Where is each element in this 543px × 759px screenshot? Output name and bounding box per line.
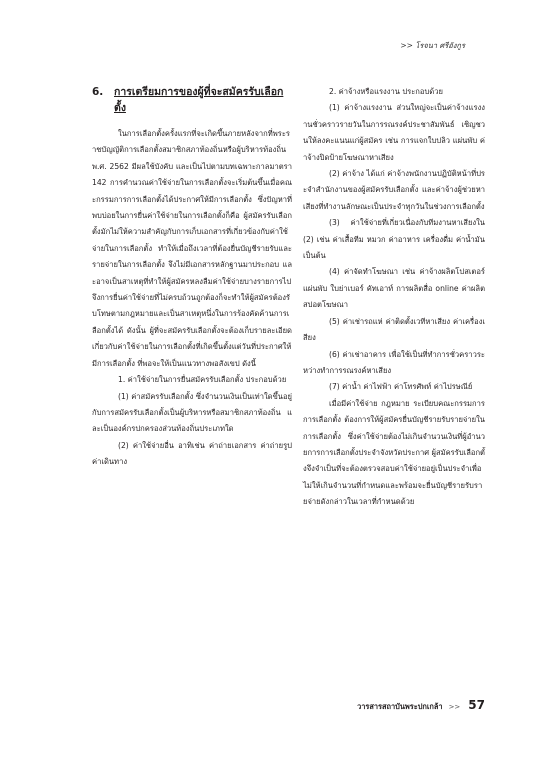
running-header-author: >> โรจนา ศรีอังกูร — [400, 41, 465, 50]
right-column — [303, 84, 485, 511]
section-heading — [92, 84, 292, 116]
paragraph-item-2-4: (4) ค่าจัดทำโฆษณา เช่น ค่าจ้างผลิตโปสเตอร์ แผ่นพับ ใบย่าเบอร์ คัทเอาท์ การผลิตสื่อ online ค่าผลิตสปอตโฆษณา — [303, 267, 485, 310]
paragraph-conclusion: เมื่อมีค่าใช้จ่าย กฎหมาย ระเบียบคณะกรรมการการเลือกตั้ง ต้องการให้ผู้สมัครยื่นบัญชีรายรับรายจ่ายในการเลือกตั้ง ซึ่งค่าใช้จ่ายต้องไม่เกินจำนวนเงินที่ผู้อำนวยการการเลือกตั้งประจำจังหวัดประกาศ ผู้สมัครรับเลือกตั้งจึงจำเป็นที่จะต้องตรวจสอบค่าใช้จ่ายอยู่เป็นประจำเพื่อไม่ให้เกินจำนวนที่กำหนดและพร้อมจะยื่นบัญชีรายรับรายจ่ายดังกล่าวในเวลาที่กำหนดด้วย — [303, 398, 485, 507]
paragraph-item-2-1: (1) ค่าจ้างแรงงาน ส่วนใหญ่จะเป็นค่าจ้างแรงงานชั่วคราวรายวันในการรณรงค์ประชาสัมพันธ์ เชิญชวนให้ลงคะแนนแก่ผู้สมัคร เช่น การแจกใบปลิว แผ่นพับ ค่าจ้างปิดป้ายโฆษณาหาเสียง — [303, 103, 485, 162]
footer-journal-name: วารสารสถาบันพระปกเกล้า — [357, 702, 443, 711]
paragraph-item-2-5: (5) ค่าเช่ารถแห่ ค่าติดตั้งเวทีหาเสียง ค่าเครื่องเสียง — [303, 316, 485, 343]
paragraph-item-2: 2. ค่าจ้างหรือแรงงาน ประกอบด้วย — [329, 87, 443, 96]
footer-arrows: >> — [448, 703, 461, 711]
paragraph-item-2-2: (2) ค่าจ้าง ได้แก่ ค่าจ้างพนักงานปฏิบัติหน้าที่ประจำสำนักงานของผู้สมัครรับเลือกตั้ง และค่าจ้างผู้ช่วยหาเสียงที่ทำงานลักษณะเป็นประจำทุกวันในช่วงการเลือกตั้ง — [303, 169, 485, 211]
section-title: การเตรียมการของผู้ที่จะสมัครรับเลือกตั้ง — [114, 86, 284, 114]
paragraph-item-2-6: (6) ค่าเช่าอาคาร เพื่อใช้เป็นที่ทำการชั่วคราวระหว่างทำการรณรงค์หาเสียง — [303, 349, 485, 375]
paragraph-item-2-7: (7) ค่าน้ำ ค่าไฟฟ้า ค่าโทรศัพท์ ค่าไปรษณีย์ — [329, 382, 473, 392]
section-number: 6. — [92, 86, 104, 98]
paragraph-item-1-2: (2) ค่าใช้จ่ายอื่น อาทิเช่น ค่าถ่ายเอกสาร ค่าถ่ายรูป ค่าเดินทาง — [92, 440, 292, 467]
left-column — [92, 84, 292, 471]
paragraph-item-2-3: (3) ค่าใช้จ่ายที่เกี่ยวเนื่องกับทีมงานหาเสียงใน (2) เช่น ค่าเสื้อทีม หมวก ค่าอาหาร เครื่องดื่ม ค่าน้ำมัน เป็นต้น — [303, 218, 485, 261]
paragraph-item-1-1: (1) ค่าสมัครรับเลือกตั้ง ซึ่งจำนวนเงินเป็นเท่าใดขึ้นอยู่กับการสมัครรับเลือกตั้งเป็นผู้บริหารหรือสมาชิกสภาท้องถิ่น และเป็นองค์กรปกครองส่วนท้องถิ่นประเภทใด — [92, 391, 292, 434]
page-footer — [296, 698, 485, 713]
paragraph-intro: ในการเลือกตั้งครั้งแรกที่จะเกิดขึ้นภายหลังจากที่พระราชบัญญัติการเลือกตั้งสมาชิกสภาท้องถิ่นหรือผู้บริหารท้องถิ่น พ.ศ. 2562 มีผลใช้บังคับ และเป็นไปตามบทเฉพาะกาลมาตรา 142 การคำนวณค่าใช้จ่ายในการเลือกตั้งจะเริ่มต้นขึ้นเมื่อคณะกรรมการการเลือกตั้งได้ประกาศให้มีการเลือกตั้ง ซึ่งปัญหาที่พบบ่อยในการยื่นค่าใช้จ่ายในการเลือกตั้งก็คือ ผู้สมัครรับเลือกตั้งมักไม่ให้ความสำคัญกับการเก็บเอกสารที่เกี่ยวข้องกับค่าใช้จ่ายในการเลือกตั้ง ทำให้เมื่อถึงเวลาที่ต้องยื่นบัญชีรายรับและรายจ่ายในการเลือกตั้ง จึงไม่มีเอกสารหลักฐานมาประกอบ และอาจเป็นสาเหตุที่ทำให้ผู้สมัครหลงลืมค่าใช้จ่ายบางรายการไป จึงการยื่นค่าใช้จ่ายที่ไม่ครบถ้วนถูกต้องก็จะทำให้ผู้สมัครต้องรับโทษตามกฎหมายและเป็นสาเหตุหนึ่งในการร้องคัดค้านการเลือกตั้งได้ ดังนั้น ผู้ที่จะสมัครรับเลือกตั้งจะต้องเก็บรายละเอียดเกี่ยวกับค่าใช้จ่ายในการเลือกตั้งที่เกิดขึ้นตั้งแต่วันที่ประกาศให้มีการเลือกตั้ง ที่พอจะให้เป็นแนวทางพอสังเขป ดังนี้ — [92, 129, 292, 368]
page-number: 57 — [468, 698, 485, 712]
paragraph-item-1: 1. ค่าใช้จ่ายในการยื่นสมัครรับเลือกตั้ง ประกอบด้วย — [118, 375, 287, 385]
